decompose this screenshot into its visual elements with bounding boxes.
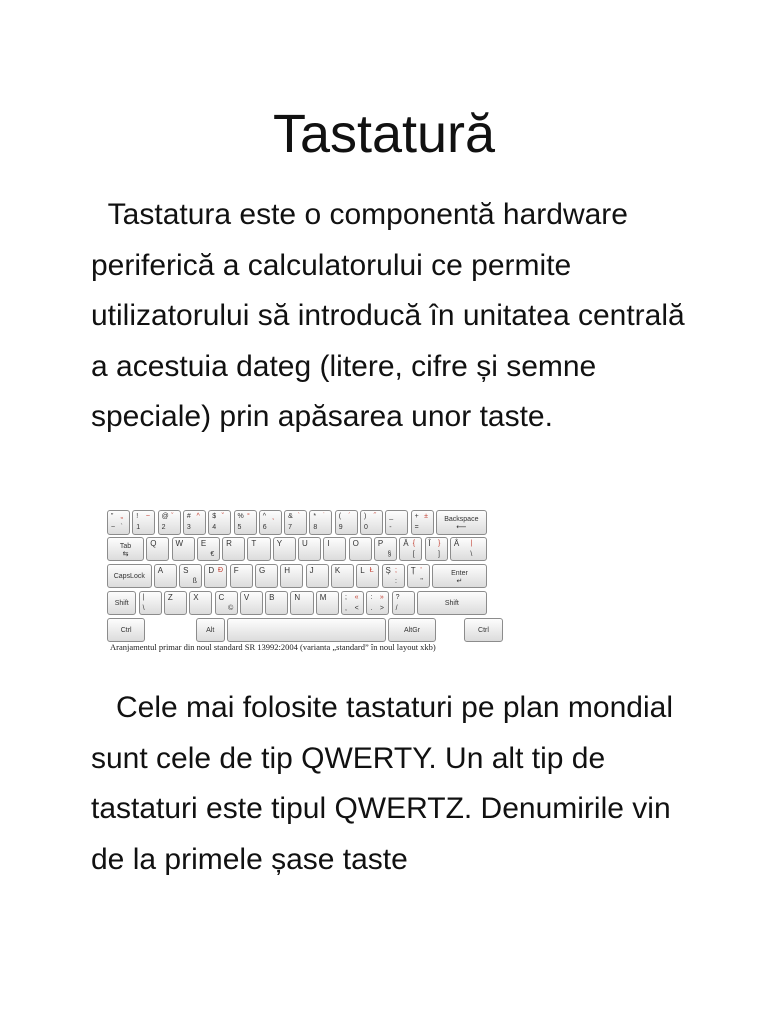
key-8 [309, 510, 332, 535]
key-label: V [243, 592, 250, 602]
key-z [164, 591, 187, 616]
key-l [356, 564, 379, 589]
key-label: \ [142, 604, 145, 612]
key-label: [ [412, 550, 415, 558]
key-label: 7 [288, 524, 292, 531]
key-label: P [377, 538, 384, 548]
key-label: Đ [217, 566, 223, 574]
key-label: Ă [403, 538, 409, 548]
key-1 [132, 510, 155, 535]
key-label: CapsLock [113, 572, 145, 580]
key-label: O [352, 538, 359, 548]
key-label: & [288, 513, 293, 520]
key-label: . [370, 604, 373, 612]
key-g [255, 564, 278, 589]
key-i-circ [425, 537, 448, 562]
keyboard-caption: Aranjamentul primar din noul standard SR 13992:2004 (varianta „standard” în noul layout xkb) [110, 642, 436, 652]
key-label: 0 [364, 524, 368, 531]
key-label: B [269, 592, 275, 602]
key-label: ˘ [221, 513, 225, 520]
key-label: 2 [161, 524, 166, 531]
key-label: = [414, 524, 419, 531]
key-backslash [139, 591, 162, 616]
key-label: 1 [136, 524, 141, 531]
key-label: { [412, 539, 416, 547]
key-label: # [186, 513, 191, 520]
key-label: 3 [186, 524, 191, 531]
key-label: N [294, 592, 301, 602]
key-label: Q [150, 538, 157, 548]
key-3 [183, 510, 206, 535]
key-label: W [175, 538, 184, 548]
key-5 [234, 510, 257, 535]
key-label: _ [389, 513, 394, 520]
key-h [280, 564, 303, 589]
key-label: G [259, 565, 266, 575]
key-enter [432, 564, 487, 589]
key-label: I [327, 538, 330, 548]
key-n [290, 591, 313, 616]
key-6 [259, 510, 282, 535]
key-label: ˇ [171, 513, 174, 520]
key-label: \ [470, 550, 473, 558]
key-f [230, 564, 253, 589]
key-j [306, 564, 329, 589]
key-s-comma [382, 564, 405, 589]
key-label: Î [428, 538, 431, 548]
key-label: Shift [444, 599, 459, 607]
key-c [215, 591, 238, 616]
key-label: ^ [262, 513, 267, 520]
key-label: Tab [119, 542, 132, 550]
key-t [247, 537, 270, 562]
key-label: AltGr [404, 626, 420, 634]
key-label: - [389, 524, 392, 531]
key-label: U [302, 538, 308, 548]
key-label: , [345, 604, 347, 612]
key-label: ; [345, 593, 347, 601]
key-w [172, 537, 195, 562]
key-label: A [157, 565, 164, 575]
key-label: » [379, 593, 384, 601]
key-y [273, 537, 296, 562]
key-backspace [436, 510, 487, 535]
key-comma [341, 591, 364, 616]
qwerty-paragraph: Cele mai folosite tastaturi pe plan mondial sunt cele de tip QWERTY. Un alt tip de tastaturi este tipul QWERTZ. Denumirile vin de la primele șase taste [91, 691, 682, 876]
key-label: ` [120, 524, 123, 531]
key-lshift [107, 591, 136, 616]
key-9 [335, 510, 358, 535]
key-label: ~ [145, 513, 150, 520]
key-backtick [107, 510, 130, 535]
key-label: ” [111, 513, 114, 520]
key-label: ' [420, 566, 422, 574]
key-slash [392, 591, 415, 616]
key-v [240, 591, 263, 616]
key-label: Shift [114, 599, 129, 607]
key-label: D [208, 565, 215, 575]
key-label: Ț [410, 565, 416, 575]
key-label: § [387, 550, 392, 558]
key-a-breve [399, 537, 422, 562]
key-arrow-icon: ⇆ [122, 550, 129, 558]
key-label: 4 [212, 524, 217, 531]
key-label: / [395, 604, 398, 612]
key-label: ! [136, 513, 139, 520]
key-label: Y [276, 538, 283, 548]
key-label: E [200, 538, 207, 548]
key-label: R [226, 538, 232, 548]
key-label: } [438, 539, 441, 547]
key-period [366, 591, 389, 616]
key-label: Backspace [444, 516, 479, 523]
key-7 [284, 510, 307, 535]
key-k [331, 564, 354, 589]
key-label: © [228, 604, 234, 612]
key-label: « [354, 593, 359, 601]
key-q [146, 537, 169, 562]
key-label: ˙ [322, 513, 326, 520]
key-capslock [107, 564, 152, 589]
key-o [349, 537, 372, 562]
key-label: C [218, 592, 225, 602]
key-label: @ [161, 513, 169, 520]
key-arrow-icon: ↵ [456, 577, 463, 585]
key-label: ± [424, 513, 428, 520]
key-minus [385, 510, 408, 535]
key-b [265, 591, 288, 616]
key-label: ˝ [373, 513, 376, 520]
key-label: „ [120, 513, 123, 520]
key-label: Alt [206, 626, 215, 634]
key-label: ] [438, 550, 440, 558]
key-lctrl [107, 618, 145, 643]
key-label: Enter [451, 569, 468, 577]
key-label: T [251, 538, 257, 548]
key-e [197, 537, 220, 562]
key-label: 6 [262, 524, 267, 531]
key-arrow-icon: ⟵ [456, 524, 467, 531]
key-i [323, 537, 346, 562]
key-label: | [470, 539, 473, 547]
key-label: ? [395, 593, 400, 601]
key-label: F [233, 565, 239, 575]
key-a-circ [450, 537, 487, 562]
key-label: 8 [313, 524, 318, 531]
key-label: | [142, 593, 145, 601]
key-label: > [379, 604, 384, 612]
key-label: ^ [196, 513, 200, 520]
key-label: ° [247, 513, 250, 520]
key-d [204, 564, 227, 589]
key-label: ˛ [272, 513, 275, 520]
key-label: % [237, 513, 244, 520]
key-label: L [360, 565, 365, 575]
key-label: Z [167, 592, 173, 602]
key-label: 9 [338, 524, 343, 531]
page-title: Tastatură [272, 104, 496, 164]
key-tab [107, 537, 144, 562]
key-equal [411, 510, 434, 535]
key-label: ` [297, 513, 300, 520]
keyboard-layout-image [104, 508, 488, 642]
key-4 [208, 510, 231, 535]
key-label: Ș [385, 565, 391, 575]
key-label: ) [364, 513, 367, 520]
key-label: S [183, 565, 189, 575]
key-space [227, 618, 385, 643]
key-label: 5 [237, 524, 242, 531]
key-label: + [414, 513, 419, 520]
key-label: ´ [348, 513, 351, 520]
key-label: Ctrl [478, 626, 489, 634]
key-label: < [354, 604, 359, 612]
key-label: € [210, 550, 215, 558]
key-label: J [309, 565, 314, 575]
key-label: ; [395, 566, 397, 574]
key-2 [158, 510, 181, 535]
key-label: Ł [369, 566, 374, 574]
key-u [298, 537, 321, 562]
key-label: : [370, 593, 373, 601]
key-0 [360, 510, 383, 535]
key-rshift [417, 591, 487, 616]
intro-paragraph: Tastatura este o componentă hardware periferică a calculatorului ce permite utilizatorului să introducă în unitatea centrală a acestuia dateg (litere, cifre și semne speciale) prin apăsarea unor taste. [91, 198, 694, 433]
key-label: X [193, 592, 199, 602]
key-label: Â [453, 538, 460, 548]
key-label: ( [338, 513, 342, 520]
key-label: * [313, 513, 317, 520]
key-rctrl [464, 618, 504, 643]
key-label: H [284, 565, 291, 575]
key-label: M [319, 592, 327, 602]
key-p [374, 537, 397, 562]
key-label: " [420, 577, 423, 585]
key-x [189, 591, 212, 616]
key-label: Ctrl [120, 626, 132, 634]
key-label: ß [192, 577, 197, 585]
key-altgr [388, 618, 436, 643]
key-s [179, 564, 202, 589]
key-r [222, 537, 245, 562]
key-t-comma [407, 564, 430, 589]
key-m [316, 591, 339, 616]
key-a [154, 564, 177, 589]
key-alt [196, 618, 225, 643]
key-label: : [395, 577, 397, 585]
key-label: $ [212, 513, 217, 520]
key-label: ~ [111, 524, 116, 531]
key-label: K [334, 565, 341, 575]
